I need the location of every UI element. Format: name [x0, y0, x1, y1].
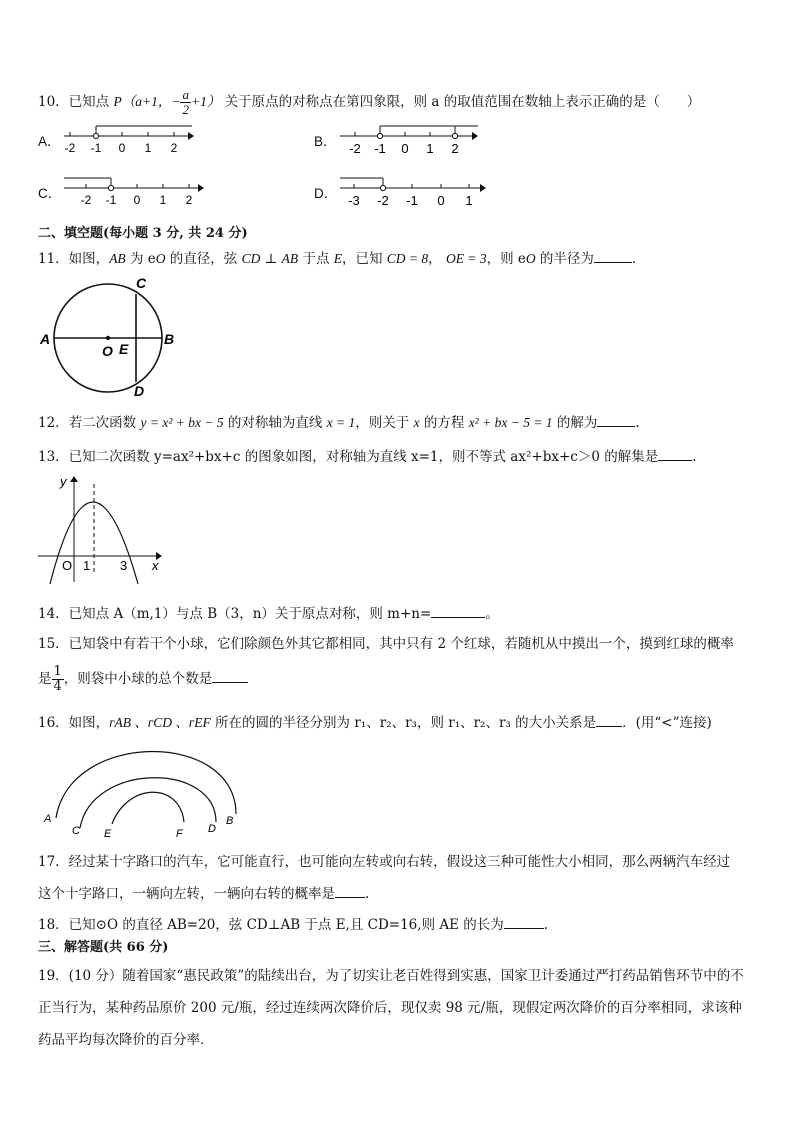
tick-label: 2	[185, 193, 193, 207]
q12-text: 的解为	[552, 415, 598, 431]
q10-option-d-label[interactable]: D．	[314, 186, 338, 201]
q10-option-c-label[interactable]: C．	[38, 186, 62, 201]
q11-text: 于点	[298, 251, 334, 267]
q17-end: .	[365, 886, 370, 902]
q19-line1: 19．(10 分）随着国家“惠民政策”的陆续出台，为了切实让老百姓得到实惠，国家卫计委通过严打药品销售环节中的不	[38, 968, 744, 984]
tick-label: 3	[120, 558, 128, 573]
q16-text: 16．如图，	[38, 715, 110, 731]
q18-end: .	[543, 917, 549, 933]
q12-math: y = x² + bx − 5	[140, 415, 224, 430]
figure-label: C	[136, 275, 147, 291]
tick-label: 2	[451, 141, 459, 156]
q13-stem	[38, 446, 697, 467]
figure-label: D	[208, 823, 216, 835]
answer-blank[interactable]	[594, 248, 632, 263]
q10-point: P（a+1，−	[113, 94, 181, 109]
q15-fraction	[52, 665, 64, 694]
q12-text: 的方程	[419, 415, 469, 431]
tick-label: 1	[83, 558, 91, 573]
tick-label: 2	[170, 141, 178, 155]
q13-parabola-figure	[36, 474, 166, 586]
figure-label: C	[72, 825, 80, 837]
tick-label: 1	[465, 193, 473, 208]
q11-text: 的半径为	[535, 251, 594, 267]
figure-label: D	[134, 383, 145, 399]
q16-text: ．(用“<”连接)	[622, 715, 712, 731]
tick-label: 0	[118, 141, 126, 155]
q19-line3: 药品平均每次降价的百分率．	[38, 1032, 214, 1048]
axis-label: y	[60, 474, 67, 489]
q12-text: 12．若二次函数	[38, 415, 141, 431]
q18-text: 18．已知⊙O 的直径 AB=20，弦 CD⊥AB 于点 E,且 CD=16,则 AE 的长为	[38, 917, 504, 933]
q11-math: AB	[281, 251, 299, 266]
q10-frac-den: 2	[182, 102, 189, 117]
q10-prefix: 10．已知点	[38, 94, 110, 110]
q15-line1: 15．已知袋中有若干个小球，它们除颜色外其它都相同，其中只有 2 个红球，若随机从中摸出一个，摸到红球的概率	[38, 636, 734, 652]
tick-label: 1	[144, 141, 152, 155]
q11-text: ，	[428, 251, 446, 267]
tick-label: -1	[90, 141, 102, 155]
q11-math: CD	[241, 251, 261, 266]
figure-label: B	[226, 815, 234, 827]
q14-text: 14．已知点 A（m,1）与点 B（3，n）关于原点对称，则 m+n=	[38, 606, 432, 622]
q10-stem	[38, 88, 700, 117]
q12-text: 的对称轴为直线	[223, 415, 327, 431]
q16-stem	[38, 712, 712, 733]
q11-math: AB	[109, 251, 126, 266]
q11-end: .	[631, 251, 637, 267]
tick-label: -1	[105, 193, 117, 207]
q17-line1: 17．经过某十字路口的汽车，它可能直行，也可能向左转或向右转，假设这三种可能性大小相同，那么两辆汽车经过	[38, 854, 731, 870]
q14-end: 。	[485, 606, 499, 622]
q12-end: .	[635, 415, 640, 431]
answer-blank[interactable]	[431, 603, 485, 618]
tick-label: 0	[437, 193, 445, 208]
q16-text: 所在的圆的半径分别为 r₁、r₂、r₃，则 r₁、r₂、r₃ 的大小关系是	[210, 715, 597, 731]
q15-text: ，则袋中小球的总个数是	[63, 671, 213, 687]
q11-text: ，已知	[342, 251, 387, 267]
q19-line2: 正当行为，某种药品原价 200 元/瓶，经过连续两次降价后，现仅卖 98 元/瓶，现假定两次降价的百分率相同，求该种	[38, 1000, 742, 1016]
q16-arcs-figure	[40, 738, 250, 842]
figure-label: E	[104, 828, 112, 840]
q11-circle-figure	[36, 274, 186, 402]
figure-label: A	[40, 331, 51, 347]
q12-math: x = 1	[326, 415, 356, 430]
figure-label: A	[44, 813, 52, 825]
q11-math: CD = 8	[386, 251, 429, 266]
q18-stem	[38, 914, 548, 935]
q10-frac-num: a	[182, 87, 189, 102]
q15-line2	[38, 664, 248, 694]
answer-blank[interactable]	[212, 668, 248, 683]
tick-label: 0	[401, 141, 409, 156]
q11-text: ⊥	[260, 251, 282, 267]
tick-label: -1	[406, 193, 418, 208]
q10-rest: 关于原点的对称点在第四象限，则 a 的取值范围在数轴上表示正确的是（ ）	[224, 94, 701, 110]
answer-blank[interactable]	[596, 712, 622, 727]
answer-blank[interactable]	[335, 883, 365, 898]
q11-stem	[38, 248, 636, 269]
q10-option-c-numberline	[60, 172, 210, 208]
q11-math: E	[333, 251, 342, 266]
q11-text: ，则 e	[486, 251, 526, 267]
q11-math: OE = 3	[445, 251, 487, 266]
tick-label: -2	[377, 193, 389, 208]
q10-fraction	[180, 88, 191, 117]
figure-label: O	[102, 343, 113, 359]
figure-label: B	[164, 331, 175, 347]
q10-option-b-label[interactable]: B．	[314, 134, 337, 149]
q10-option-a-label[interactable]: A．	[38, 134, 61, 149]
q17-line2	[38, 883, 369, 904]
tick-label: 1	[426, 141, 434, 156]
q11-text: 的直径，弦	[165, 251, 242, 267]
axis-label: x	[152, 558, 159, 573]
q10-option-d-numberline	[336, 172, 492, 210]
q11-math: O	[525, 251, 536, 266]
q10-point-tail: +1）	[190, 94, 221, 109]
q11-text: 为 e	[125, 251, 156, 267]
q12-text: ，则关于	[355, 415, 414, 431]
q17-text: 这个十字路口，一辆向左转，一辆向右转的概率是	[38, 886, 335, 902]
q12-stem	[38, 412, 640, 433]
q11-math: O	[155, 251, 166, 266]
q16-arcs: ᴦAB 、ᴦCD 、ᴦEF	[109, 715, 211, 730]
q10-option-b-numberline	[336, 122, 486, 158]
q11-text: 11．如图，	[38, 251, 110, 267]
tick-label: -3	[348, 193, 360, 208]
figure-label: F	[176, 828, 183, 840]
q14-stem	[38, 603, 499, 624]
q13-end: .	[692, 449, 697, 465]
q15-frac-num: 1	[53, 664, 62, 679]
tick-label: -1	[374, 141, 386, 156]
q10-option-a-numberline	[60, 122, 200, 156]
section-heading-solutions: 三、解答题(共 66 分)	[38, 940, 169, 955]
tick-label: -2	[349, 141, 361, 156]
figure-label: E	[119, 341, 129, 357]
q12-math: x² + bx − 5 = 1	[468, 415, 553, 430]
q15-text: 是	[38, 671, 52, 687]
tick-label: -2	[64, 141, 76, 155]
q15-frac-den: 4	[53, 679, 62, 694]
axis-label: O	[62, 558, 73, 573]
tick-label: -2	[80, 193, 92, 207]
answer-blank[interactable]	[658, 446, 692, 461]
tick-label: 1	[159, 193, 167, 207]
tick-label: 0	[133, 193, 141, 207]
answer-blank[interactable]	[504, 914, 544, 929]
answer-blank[interactable]	[597, 412, 635, 427]
q13-text: 13．已知二次函数 y=ax²+bx+c 的图象如图，对称轴为直线 x=1，则不等式 ax²+bx+c＞0 的解集是	[38, 449, 659, 465]
section-heading-fill-in: 二、填空题(每小题 3 分, 共 24 分)	[38, 226, 248, 241]
q12-math: x	[413, 415, 420, 430]
